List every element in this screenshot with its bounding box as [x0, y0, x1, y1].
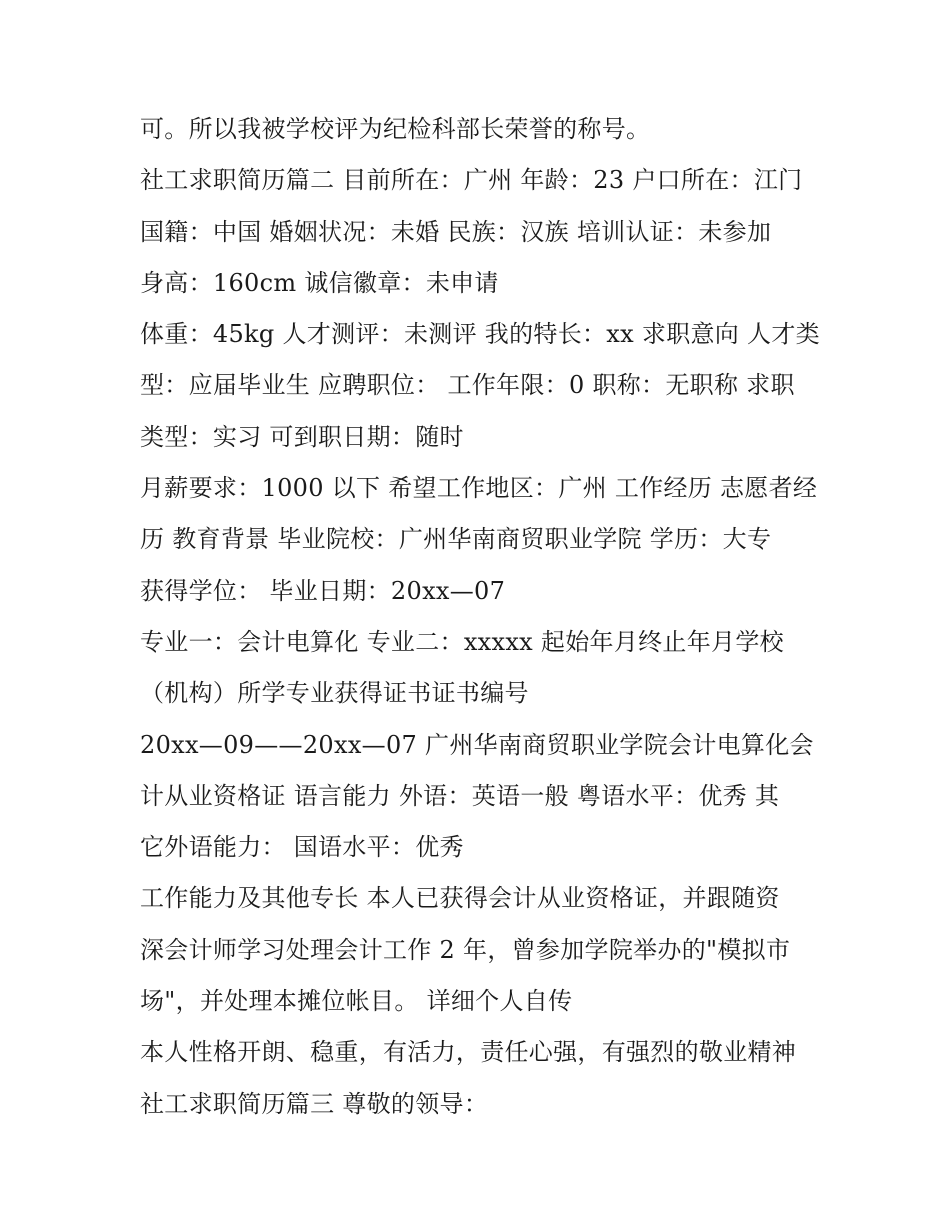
text-line: 计从业资格证 语言能力 外语：英语一般 粤语水平：优秀 其: [140, 781, 780, 810]
text-line: 深会计师学习处理会计工作 2 年，曾参加学院举办的"模拟市: [140, 935, 791, 964]
text-line: 类型：实习 可到职日期：随时: [140, 422, 464, 451]
text-line: （机构）所学专业获得证书证书编号: [140, 679, 529, 708]
text-line: 20xx—09——20xx—07 广州华南商贸职业学院会计电算化会: [140, 730, 814, 759]
text-line: 工作能力及其他专长 本人已获得会计从业资格证，并跟随资: [140, 884, 780, 913]
text-line: 它外语能力： 国语水平：优秀: [140, 833, 464, 862]
text-line: 身高：160cm 诚信徽章：未申请: [140, 268, 499, 297]
text-line: 本人性格开朗、稳重，有活力，责任心强，有强烈的敬业精神: [140, 1038, 797, 1067]
text-line: 专业一：会计电算化 专业二：xxxxx 起始年月终止年月学校: [140, 627, 784, 656]
text-line: 月薪要求：1000 以下 希望工作地区：广州 工作经历 志愿者经: [140, 474, 818, 503]
text-line: 社工求职简历篇三 尊敬的领导：: [140, 1089, 489, 1118]
text-line: 社工求职简历篇二 目前所在：广州 年龄：23 户口所在：江门: [140, 166, 803, 195]
text-line: 国籍：中国 婚姻状况：未婚 民族：汉族 培训认证：未参加: [140, 217, 772, 246]
text-line: 历 教育背景 毕业院校：广州华南商贸职业学院 学历：大专: [140, 525, 772, 554]
text-line: 场"，并处理本摊位帐目。 详细个人自传: [140, 987, 573, 1016]
document-body: [140, 104, 830, 1130]
text-line: 型：应届毕业生 应聘职位： 工作年限：0 职称：无职称 求职: [140, 371, 795, 400]
text-line: 获得学位： 毕业日期：20xx—07: [140, 576, 506, 605]
text-line: 可。所以我被学校评为纪检科部长荣誉的称号。: [140, 115, 651, 143]
text-line: 体重：45kg 人才测评：未测评 我的特长：xx 求职意向 人才类: [140, 320, 820, 349]
